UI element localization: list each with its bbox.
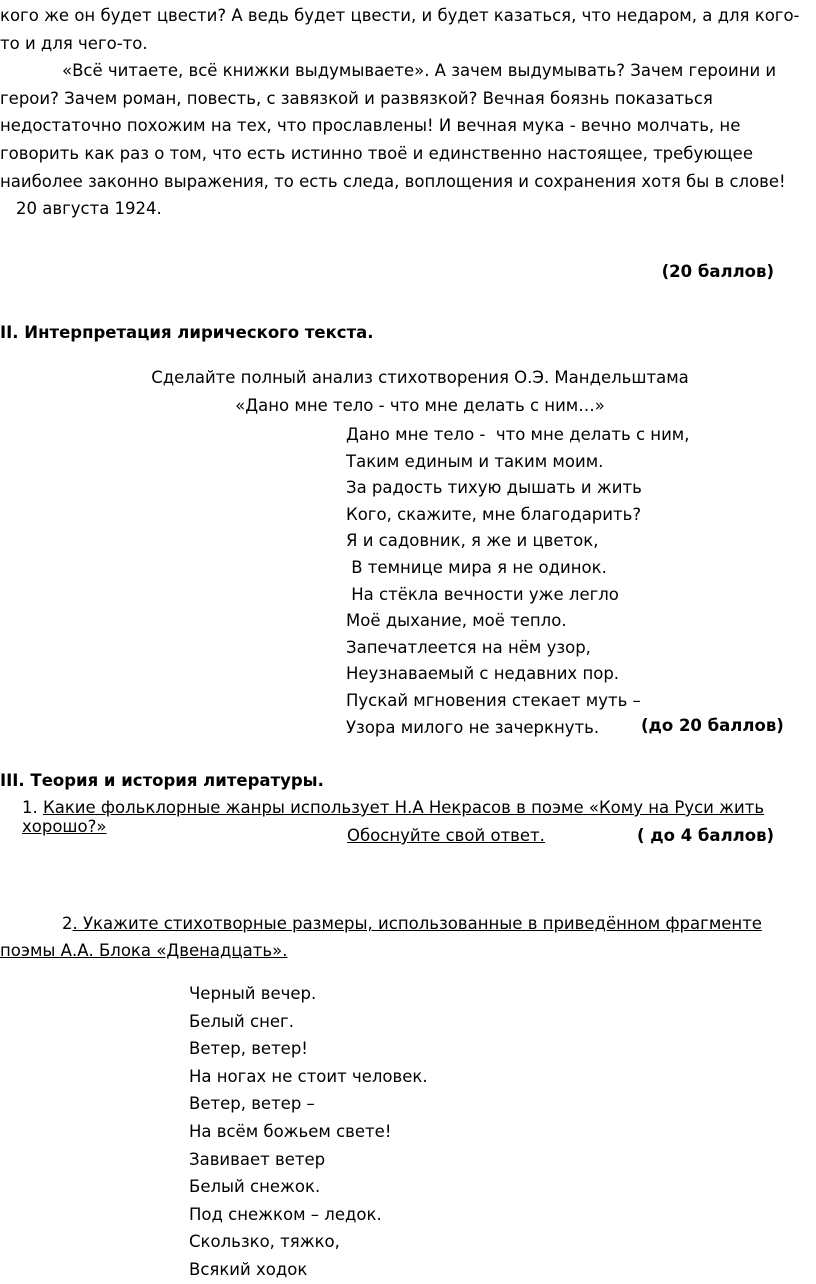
poem-line: Белый снежок. bbox=[189, 1177, 321, 1197]
section-2-heading bbox=[0, 323, 374, 342]
section-3-number: III bbox=[0, 771, 19, 790]
question-2 bbox=[0, 910, 812, 964]
question-1-justify: Обоснуйте свой ответ. bbox=[347, 826, 545, 845]
section-2-score: (до 20 баллов) bbox=[641, 716, 784, 735]
section-2-number: II bbox=[0, 323, 13, 342]
poem-line: Черный вечер. bbox=[189, 984, 317, 1003]
poem-line: Я и садовник, я же и цветок, bbox=[346, 531, 599, 551]
poem-line: Ветер, ветер! bbox=[189, 1039, 308, 1059]
section-2-title: . Интерпретация лирического текста. bbox=[12, 323, 374, 342]
section-3-title: . Теория и история литературы. bbox=[18, 771, 324, 790]
poem-line: Дано мне тело - что мне делать с ним, bbox=[346, 425, 690, 444]
question-2-text: . Укажите стихотворные размеры, использованные в приведённом фрагменте поэмы А.А. Блока «Двенадцать». bbox=[0, 914, 762, 960]
poem-line: Запечатлеется на нём узор, bbox=[346, 637, 591, 657]
poem-line: Всякий ходок bbox=[189, 1259, 308, 1279]
poem-line: Белый снег. bbox=[189, 1011, 294, 1031]
prose-score: (20 баллов) bbox=[661, 262, 774, 281]
poem-line: В темнице мира я не одинок. bbox=[346, 557, 607, 577]
question-1-number: 1. bbox=[22, 798, 43, 817]
question-1-score: ( до 4 баллов) bbox=[637, 826, 775, 845]
prose-paragraph-1: кого же он будет цвести? А ведь будет цвести, и будет казаться, что недаром, а для кого-то и для чего-то. bbox=[0, 6, 800, 53]
poem-line: Пускай мгновения стекает муть – bbox=[346, 690, 641, 710]
poem-line: Таким единым и таким моим. bbox=[346, 451, 604, 471]
poem-line: На всём божьем свете! bbox=[189, 1121, 392, 1141]
prose-excerpt bbox=[0, 2, 812, 223]
mandelstam-poem bbox=[346, 422, 690, 741]
question-1-text: Какие фольклорные жанры использует Н.А Некрасов в поэме «Кому на Руси жить хорошо?» bbox=[22, 798, 765, 836]
section-3-heading bbox=[0, 771, 324, 790]
poem-line: Под снежком – ледок. bbox=[189, 1204, 382, 1224]
poem-line: Скользко, тяжко, bbox=[189, 1232, 340, 1252]
section-2-task-line-2: «Дано мне тело - что мне делать с ним…» bbox=[235, 396, 605, 415]
prose-paragraph-2: «Всё читаете, всё книжки выдумываете». А зачем выдумывать? Зачем героини и герои? Зачем роман, повесть, с завязкой и развязкой? Вечная боязнь показаться недостаточно похожим на тех, что прославлены! И вечная мука - вечно молчать, не говорить как раз о том, что есть истинно твоё и единственно настоящее, требующее наиболее законно выражения, то есть следа, воплощения и сохранения хотя бы в слове! bbox=[0, 61, 786, 191]
poem-line: Ветер, ветер – bbox=[189, 1094, 315, 1114]
section-2-task-line-1: Сделайте полный анализ стихотворения О.Э. Мандельштама bbox=[151, 368, 689, 387]
poem-line: Завивает ветер bbox=[189, 1149, 326, 1169]
question-2-number: 2 bbox=[62, 914, 73, 933]
poem-line: Неузнаваемый с недавних пор. bbox=[346, 664, 620, 684]
poem-line: Моё дыхание, моё тепло. bbox=[346, 611, 567, 631]
poem-line: За радость тихую дышать и жить bbox=[346, 478, 642, 498]
poem-line: Узора милого не зачеркнуть. bbox=[346, 717, 600, 737]
poem-line: Кого, скажите, мне благодарить? bbox=[346, 504, 642, 524]
prose-date: 20 августа 1924. bbox=[16, 199, 162, 219]
poem-line: На ногах не стоит человек. bbox=[189, 1066, 428, 1086]
poem-line: На стёкла вечности уже легло bbox=[346, 584, 619, 604]
blok-poem-fragment bbox=[189, 980, 428, 1284]
